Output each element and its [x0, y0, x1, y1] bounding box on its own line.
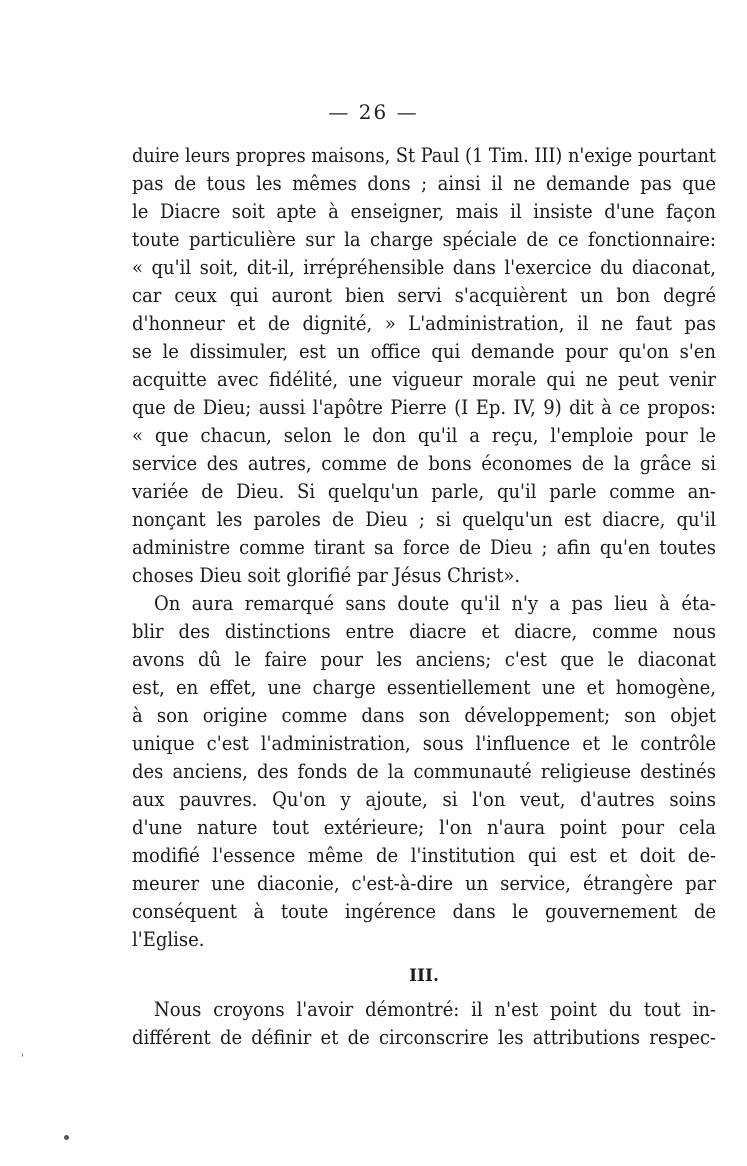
page-number: — 26 —: [328, 100, 419, 124]
text-line: avons dû le faire pour les anciens; c'est que le diaconat: [132, 647, 716, 671]
section-heading: III.: [409, 966, 439, 986]
text-line: modifié l'essence même de l'institution qui est et doit de-: [132, 843, 716, 867]
text-line: choses Dieu soit glorifié par Jésus Christ».: [132, 563, 521, 587]
text-line: service des autres, comme de bons économes de la grâce si: [132, 451, 716, 475]
text-line: « qu'il soit, dit-il, irrépréhensible dans l'exercice du diaconat,: [132, 255, 716, 279]
text-line: pas de tous les mêmes dons ; ainsi il ne demande pas que: [132, 171, 716, 195]
text-line: duire leurs propres maisons, St Paul (1 Tim. III) n'exige pourtant: [132, 143, 716, 167]
text-line: le Diacre soit apte à enseigner, mais il insiste d'une façon: [132, 199, 716, 223]
text-line: acquitte avec fidélité, une vigueur morale qui ne peut venir: [132, 367, 716, 391]
text-line: Nous croyons l'avoir démontré: il n'est point du tout in-: [154, 997, 716, 1021]
body-text: [132, 141, 716, 1051]
text-line: que de Dieu; aussi l'apôtre Pierre (I Ep. IV, 9) dit à ce propos:: [132, 395, 716, 419]
text-line: blir des distinctions entre diacre et diacre, comme nous: [132, 619, 716, 643]
text-line: d'honneur et de dignité, » L'administration, il ne faut pas: [132, 311, 716, 335]
text-line: variée de Dieu. Si quelqu'un parle, qu'il parle comme an-: [132, 479, 716, 503]
text-line: unique c'est l'administration, sous l'influence et le contrôle: [132, 731, 716, 755]
paragraph-2: [132, 589, 716, 953]
text-line: des anciens, des fonds de la communauté religieuse destinés: [132, 759, 716, 783]
text-line: différent de définir et de circonscrire les attributions respec-: [132, 1025, 716, 1049]
text-line: meurer une diaconie, c'est-à-dire un service, étrangère par: [132, 871, 716, 895]
text-line: On aura remarqué sans doute qu'il n'y a pas lieu à éta-: [154, 591, 716, 615]
text-line: conséquent à toute ingérence dans le gouvernement de: [132, 899, 716, 923]
paper-speck: [64, 1135, 69, 1140]
text-line: nonçant les paroles de Dieu ; si quelqu'un est diacre, qu'il: [132, 507, 716, 531]
text-line: aux pauvres. Qu'on y ajoute, si l'on veut, d'autres soins: [132, 787, 716, 811]
paragraph-3: [132, 995, 716, 1051]
text-line: toute particulière sur la charge spéciale de ce fonctionnaire:: [132, 227, 716, 251]
text-line: se le dissimuler, est un office qui demande pour qu'on s'en: [132, 339, 716, 363]
text-line: administre comme tirant sa force de Dieu ; afin qu'en toutes: [132, 535, 716, 559]
text-line: d'une nature tout extérieure; l'on n'aura point pour cela: [132, 815, 716, 839]
paper-speck: [22, 1053, 23, 1057]
text-line: « que chacun, selon le don qu'il a reçu, l'emploie pour le: [132, 423, 716, 447]
paragraph-1: [132, 141, 716, 589]
text-line: est, en effet, une charge essentiellement une et homogène,: [132, 675, 716, 699]
text-line: car ceux qui auront bien servi s'acquièrent un bon degré: [132, 283, 716, 307]
text-line: à son origine comme dans son développement; son objet: [132, 703, 716, 727]
text-line: l'Eglise.: [132, 927, 205, 951]
